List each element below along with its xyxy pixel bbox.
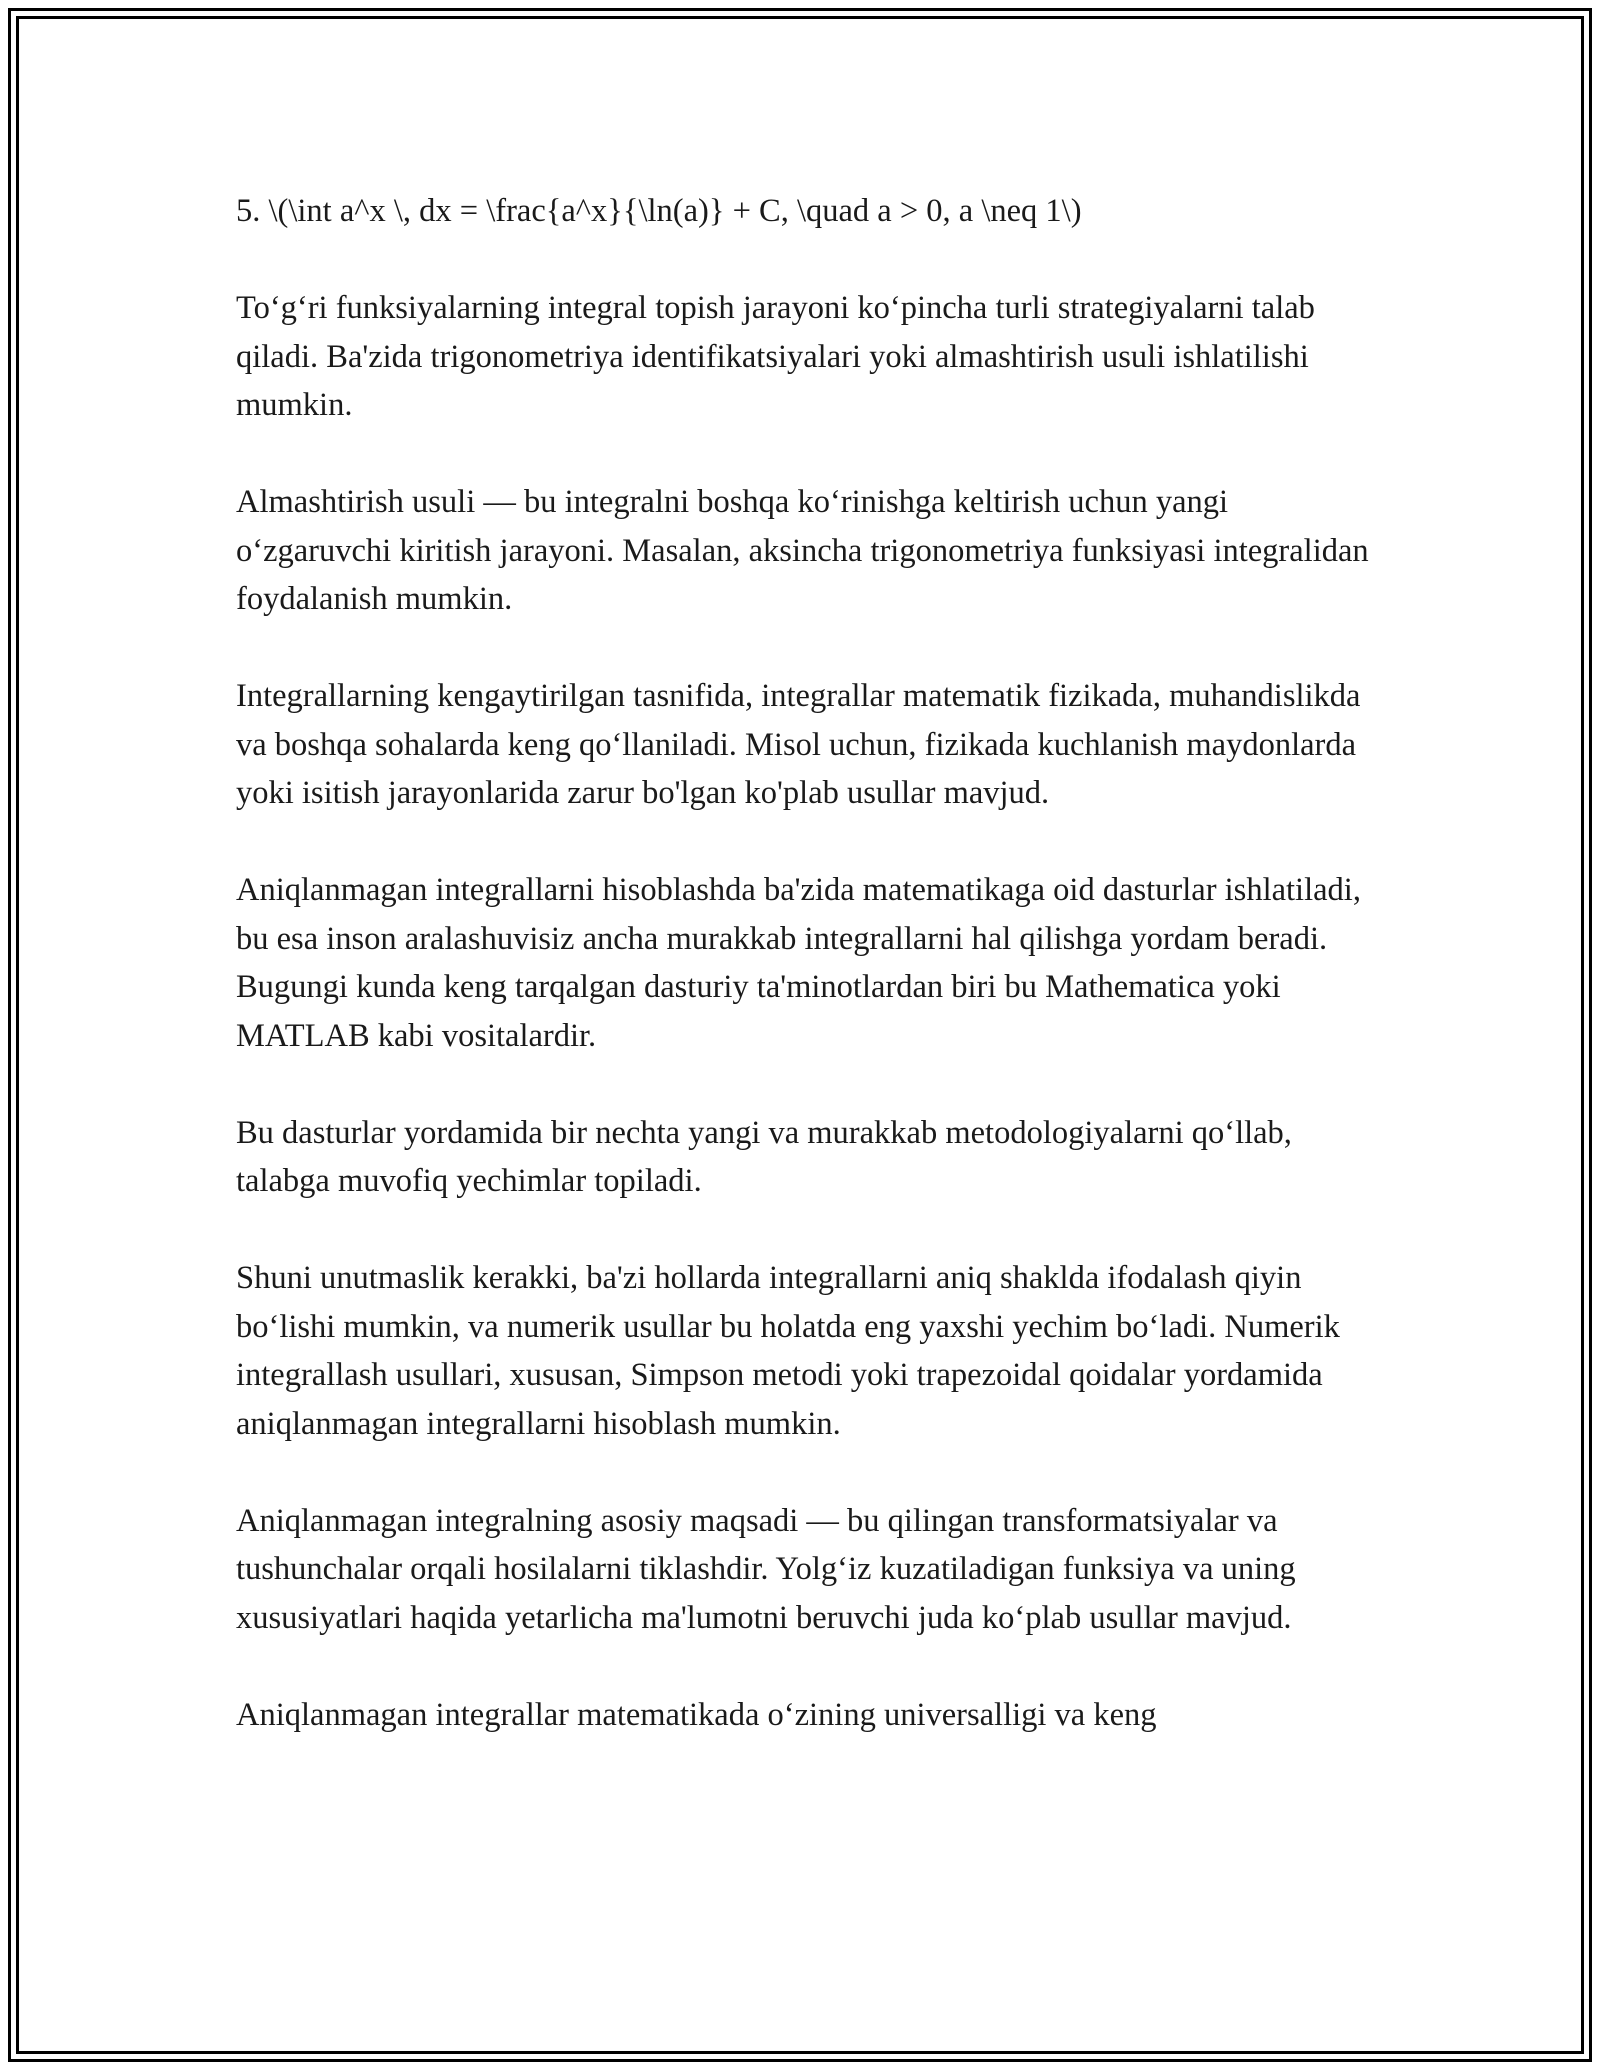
document-body bbox=[236, 187, 1386, 1788]
paragraph-6: Shuni unutmaslik kerakki, ba'zi hollarda integrallarni aniq shaklda ifodalash qiyin bo‘lishi mumkin, va numerik usullar bu holatda eng yaxshi yechim bo‘ladi. Numerik integrallash usullari, xususan, Simpson metodi yoki trapezoidal qoidalar yordamida aniqlanmagan integrallarni hisoblash mumkin. bbox=[236, 1260, 1340, 1442]
paragraph-8: Aniqlanmagan integrallar matematikada o‘zining universalligi va keng bbox=[236, 1696, 1157, 1733]
paragraph-2: Almashtirish usuli — bu integralni boshqa ko‘rinishga keltirish uchun yangi o‘zgaruvchi kiritish jarayoni. Masalan, aksincha trigonometriya funksiyasi integralidan foydalanish mumkin. bbox=[236, 484, 1369, 617]
paragraph-5: Bu dasturlar yordamida bir nechta yangi va murakkab metodologiyalarni qo‘llab, talabga muvofiq yechimlar topiladi. bbox=[236, 1114, 1292, 1199]
paragraph-formula: 5. \(\int a^x \, dx = \frac{a^x}{\ln(a)} + C, \quad a > 0, a \neq 1\) bbox=[236, 193, 1082, 229]
paragraph-7: Aniqlanmagan integralning asosiy maqsadi — bu qilingan transformatsiyalar va tushunchalar orqali hosilalarni tiklashdir. Yolg‘iz kuzatiladigan funksiya va uning xususiyatlari haqida yetarlicha ma'lumotni beruvchi juda ko‘plab usullar mavjud. bbox=[236, 1502, 1296, 1636]
paragraph-3: Integrallarning kengaytirilgan tasnifida, integrallar matematik fizikada, muhandislikda va boshqa sohalarda keng qo‘llaniladi. Misol uchun, fizikada kuchlanish maydonlarda yoki isitish jarayonlarida zarur bo'lgan ko'plab usullar mavjud. bbox=[236, 678, 1361, 811]
paragraph-1: To‘g‘ri funksiyalarning integral topish jarayoni ko‘pincha turli strategiyalarni talab qiladi. Ba'zida trigonometriya identifikatsiyalari yoki almashtirish usuli ishlatilishi mumkin. bbox=[236, 290, 1315, 423]
paragraph-4: Aniqlanmagan integrallarni hisoblashda ba'zida matematikaga oid dasturlar ishlatiladi, bu esa inson aralashuvisiz ancha murakkab integrallarni hal qilishga yordam beradi. Bugungi kunda keng tarqalgan dasturiy ta'minotlardan biri bu Mathematica yoki MATLAB kabi vositalardir. bbox=[236, 872, 1361, 1054]
